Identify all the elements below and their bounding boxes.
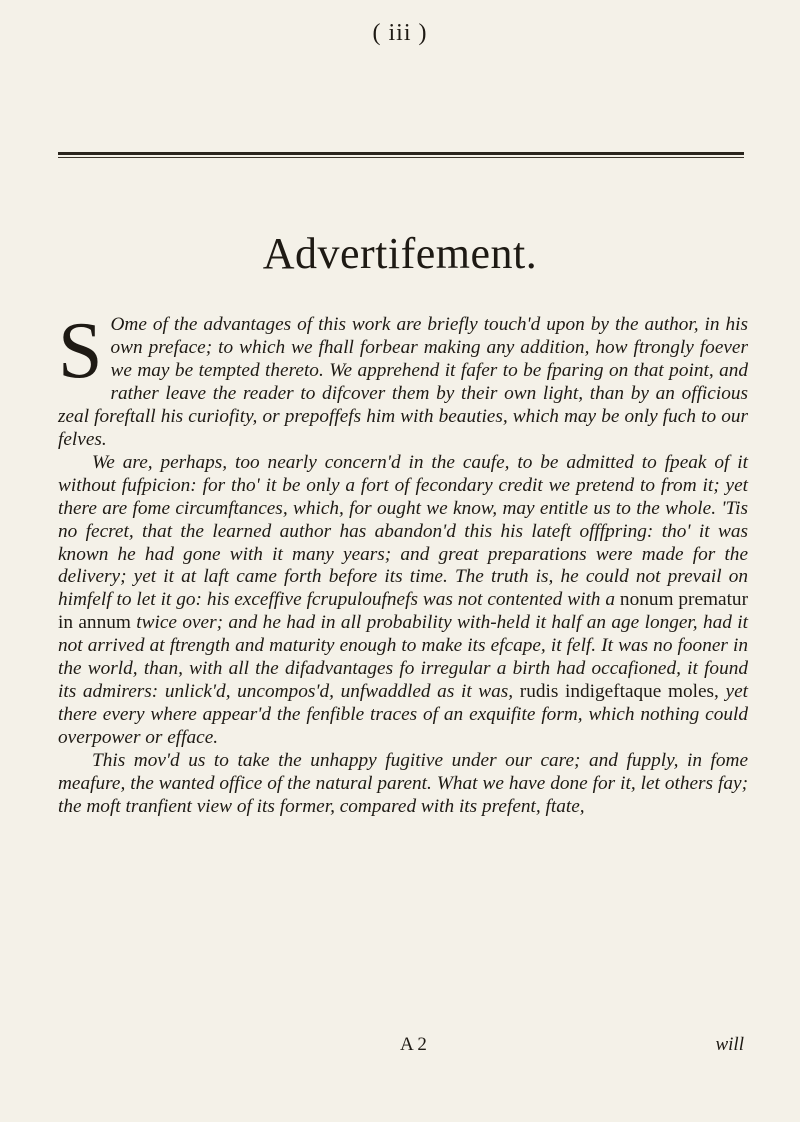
page-title: Advertifement.: [262, 229, 538, 278]
header-rule-thick: [58, 152, 744, 155]
signature-mark: A 2: [400, 1034, 427, 1055]
paragraph-2-text-c: yet there every where appear'd the fenfible traces of an exquifite form, which nothing could overpower or efface.: [58, 681, 748, 749]
page-number: ( iii ): [372, 20, 428, 46]
paragraph-1-text: Ome of the advantages of this work are briefly touch'd upon by the author, in his own preface; to which we fhall forbear making any addition, how ftrongly foever we may be tempted thereto. We apprehend it fafer to be fparing on that point, and rather leave the reader to difcover them by their own light, than by an officious zeal foreftall his curiofity, or prepoffefs him with beauties, which may be only fuch to our felves.: [58, 314, 748, 450]
paragraph-1: [58, 307, 748, 452]
latin-quote-ovid: rudis indigeftaque moles,: [519, 681, 719, 703]
paragraph-2: [58, 452, 748, 750]
advertisement-body: [58, 307, 748, 819]
drop-cap: S: [58, 307, 103, 395]
paragraph-2-text-a: We are, perhaps, too nearly concern'd in the caufe, to be admitted to fpeak of it without fufpicion: for tho' it be only a fort of fecondary credit we pretend to from it; yet there are fome circumftances, which, for ought we know, may entitle us to the whole. 'Tis no fecret, that the learned author has abandon'd this his lateft offfpring: tho' it was known he had gone with it many years; and great preparations were made for the delivery; yet it at laft came forth before its time. The truth is, he could not prevail on himfelf to let it go: his exceffive fcrupuloufnefs was not contented with a: [58, 451, 748, 611]
paragraph-3: [58, 750, 748, 819]
page-footer: [58, 1034, 744, 1060]
header-rule-thin: [58, 157, 744, 158]
paragraph-2-text-b: twice over; and he had in all probability with-held it half an age longer, had it not arrived at ftrength and maturity enough to make its efcape, it felf. It was no fooner in the world, than, with all the difadvantages fo irregular a birth had occafioned, it found its admirers: unlick'd, uncompos'd, unfwaddled as it was,: [58, 612, 748, 703]
paragraph-3-text: This mov'd us to take the unhappy fugitive under our care; and fupply, in fome meafure, the wanted office of the natural parent. What we have done for it, let others fay; the moft tranfient view of its former, compared with its prefent, ftate,: [58, 750, 748, 818]
catchword: will: [715, 1034, 744, 1055]
latin-quote-horace: nonum prematur in annum: [58, 589, 748, 634]
